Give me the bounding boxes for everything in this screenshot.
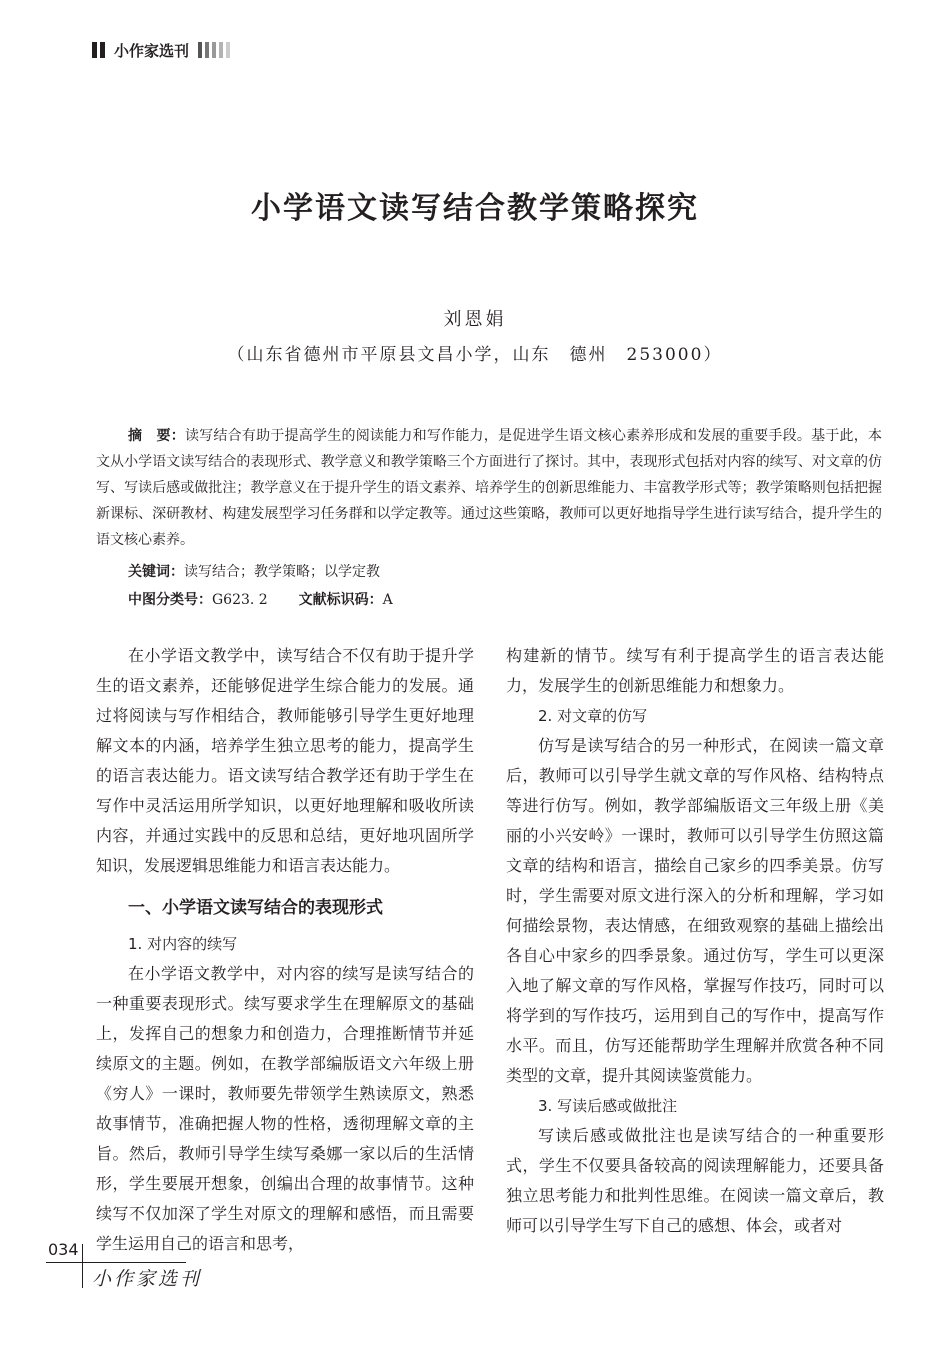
subsection-heading: 1. 对内容的续写 xyxy=(128,935,238,953)
abstract-label: 摘 要： xyxy=(128,428,185,444)
body-paragraph: 在小学语文教学中，对内容的续写是读写结合的一种重要表现形式。续写要求学生在理解原文的基础上，发挥自己的想象力和创造力，合理推断情节并延续原文的主题。例如，在教学部编版语文六年级上册《穷人》一课时，教师要先带领学生熟读原文，熟悉故事情节，准确把握人物的性格，透彻理解文章的主旨。然后，教师引导学生续写桑娜一家以后的生活情形，学生要展开想象，创编出合理的故事情节。这种续写不仅加深了学生对原文的理解和感悟，而且需要学生运用自己的语言和思考， xyxy=(96,964,474,1253)
intro-paragraph: 在小学语文教学中，读写结合不仅有助于提升学生的语文素养，还能够促进学生综合能力的发展。通过将阅读与写作相结合，教师能够引导学生更好地理解文本的内涵，培养学生独立思考的能力，提高学生的语言表达能力。语文读写结合教学还有助于学生在写作中灵活运用所学知识，以更好地理解和吸收所读内容，并通过实践中的反思和总结，更好地巩固所学知识，发展逻辑思维能力和语言表达能力。 xyxy=(96,646,474,875)
footer-logo: 小作家选刊 xyxy=(92,1268,203,1290)
header-bar xyxy=(100,42,105,58)
stripe-bar xyxy=(198,42,202,58)
right-column xyxy=(506,641,884,1241)
author-affiliation: （山东省德州市平原县文昌小学，山东 德州 253000） xyxy=(227,345,723,365)
abstract xyxy=(96,423,882,553)
stripe-bar xyxy=(212,42,216,58)
article-title: 小学语文读写结合教学策略探究 xyxy=(251,191,699,226)
doc-code-label: 文献标识码： xyxy=(298,592,383,608)
doc-code-value: A xyxy=(382,592,393,608)
body-paragraph: 写读后感或做批注也是读写结合的一种重要形式，学生不仅要具备较高的阅读理解能力，还要具备独立思考能力和批判性思维。在阅读一篇文章后，教师可以引导学生写下自己的感想、体会，或者对 xyxy=(506,1126,884,1235)
clc-value: G623. 2 xyxy=(212,592,268,608)
footer-divider xyxy=(46,1262,186,1263)
left-column xyxy=(96,641,474,1259)
subsection-heading: 3. 写读后感或做批注 xyxy=(538,1097,678,1115)
section-heading: 一、小学语文读写结合的表现形式 xyxy=(128,898,383,918)
stripe-bar xyxy=(226,42,230,58)
stripe-bar xyxy=(219,42,223,58)
journal-header xyxy=(92,41,233,59)
abstract-text: 读写结合有助于提高学生的阅读能力和写作能力，是促进学生语文核心素养形成和发展的重要手段。基于此，本文从小学语文读写结合的表现形式、教学意义和教学策略三个方面进行了探讨。其中，表现形式包括对内容的续写、对文章的仿写、写读后感或做批注；教学意义在于提升学生的语文素养、培养学生的创新思维能力、丰富教学形式等；教学策略则包括把握新课标、深研教材、构建发展型学习任务群和以学定教等。通过这些策略，教师可以更好地指导学生进行读写结合，提升学生的语文核心素养。 xyxy=(96,428,883,548)
stripe-bar xyxy=(205,42,209,58)
clc-label: 中图分类号： xyxy=(128,592,212,608)
keywords-label: 关键词： xyxy=(128,564,184,580)
page-number: 034 xyxy=(48,1240,79,1259)
classification xyxy=(128,589,393,609)
body-paragraph: 仿写是读写结合的另一种形式，在阅读一篇文章后，教师可以引导学生就文章的写作风格、结构特点等进行仿写。例如，教学部编版语文三年级上册《美丽的小兴安岭》一课时，教师可以引导学生仿照这篇文章的结构和语言，描绘自己家乡的四季美景。仿写时，学生需要对原文进行深入的分析和理解，学习如何描绘景物，表达情感，在细致观察的基础上描绘出各自心中家乡的四季景象。通过仿写，学生可以更深入地了解文章的写作风格，掌握写作技巧，同时可以将学到的写作技巧，运用到自己的写作中，提高写作水平。而且，仿写还能帮助学生理解并欣赏各种不同类型的文章，提升其阅读鉴赏能力。 xyxy=(506,736,884,1085)
subsection-heading: 2. 对文章的仿写 xyxy=(538,707,648,725)
footer-divider-vertical xyxy=(82,1244,83,1288)
header-bar xyxy=(92,42,97,58)
keywords-text: 读写结合；教学策略；以学定教 xyxy=(184,564,380,580)
journal-name: 小作家选刊 xyxy=(114,41,190,60)
author-name: 刘恩娟 xyxy=(443,309,507,330)
continued-paragraph: 构建新的情节。续写有利于提高学生的语言表达能力，发展学生的创新思维能力和想象力。 xyxy=(506,646,884,695)
keywords xyxy=(128,561,380,581)
